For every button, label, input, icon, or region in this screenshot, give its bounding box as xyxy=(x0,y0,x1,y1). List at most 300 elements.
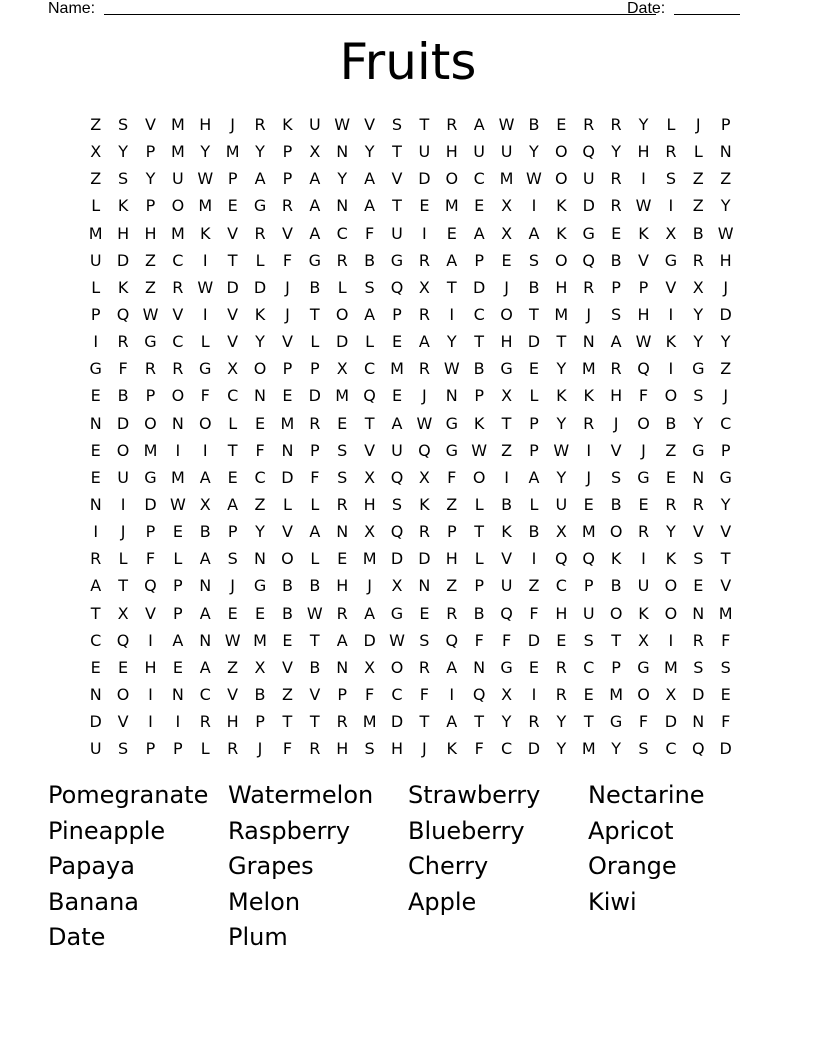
grid-letter: J xyxy=(504,277,509,297)
grid-letter: W xyxy=(197,277,214,297)
grid-letter: E xyxy=(227,467,238,487)
grid-letter: F xyxy=(721,712,731,732)
grid-letter: H xyxy=(445,549,458,569)
grid-letter: U xyxy=(473,142,486,162)
grid-letter: P xyxy=(282,359,293,379)
grid-letter: Y xyxy=(556,413,567,433)
grid-letter: L xyxy=(173,549,183,569)
grid-letter: E xyxy=(391,332,403,352)
grid-letter: O xyxy=(555,250,568,270)
grid-letter: K xyxy=(556,196,567,216)
grid-letter: B xyxy=(528,115,540,134)
grid-letter: N xyxy=(254,549,267,569)
grid-letter: E xyxy=(556,630,567,650)
grid-letter: R xyxy=(583,277,595,297)
grid-letter: P xyxy=(173,739,183,759)
grid-letter: R xyxy=(555,657,567,677)
grid-letter: P xyxy=(255,712,265,732)
date-label: Date: xyxy=(627,0,666,17)
grid-letter: J xyxy=(723,277,729,297)
grid-letter: C xyxy=(391,684,403,704)
grid-letter: Z xyxy=(254,494,266,514)
grid-letter: F xyxy=(638,386,649,406)
grid-letter: B xyxy=(528,522,540,542)
grid-letter: T xyxy=(364,413,375,433)
grid-letter: C xyxy=(172,332,184,352)
grid-letter: I xyxy=(202,440,208,460)
grid-letter: C xyxy=(364,359,376,379)
grid-letter: V xyxy=(309,684,321,704)
grid-letter: R xyxy=(528,712,540,732)
grid-letter: X xyxy=(364,467,376,487)
grid-letter: R xyxy=(336,250,348,270)
grid-letter: Q xyxy=(445,630,459,650)
grid-letter: L xyxy=(282,494,292,514)
grid-letter: R xyxy=(172,277,184,297)
grid-letter: F xyxy=(721,630,731,650)
grid-letter: P xyxy=(227,169,238,189)
grid-letter: C xyxy=(254,467,266,487)
grid-letter: P xyxy=(583,576,594,596)
grid-letter: A xyxy=(446,657,458,677)
grid-letter: P xyxy=(227,522,238,542)
grid-letter: D xyxy=(664,712,678,732)
grid-letter: X xyxy=(364,657,376,677)
word-bank-item: Grapes xyxy=(228,852,314,880)
grid-letter: N xyxy=(582,332,595,352)
grid-letter: H xyxy=(144,657,157,677)
grid-letter: C xyxy=(227,386,239,406)
grid-letter: V xyxy=(281,522,293,542)
grid-letter: S xyxy=(720,657,731,677)
grid-letter: M xyxy=(663,657,678,677)
grid-letter: G xyxy=(637,657,650,677)
word-bank-item: Apple xyxy=(408,887,477,916)
grid-letter: A xyxy=(364,196,376,216)
date-field[interactable] xyxy=(674,14,740,15)
grid-letter: E xyxy=(254,603,266,623)
grid-letter: Y xyxy=(666,522,676,542)
grid-letter: C xyxy=(172,250,184,270)
grid-letter: I xyxy=(531,549,537,569)
grid-letter: F xyxy=(282,739,293,759)
grid-letter: F xyxy=(529,603,539,623)
grid-letter: P xyxy=(282,142,293,162)
grid-letter: J xyxy=(285,277,290,297)
grid-letter: T xyxy=(474,712,485,732)
grid-letter: E xyxy=(720,684,731,704)
grid-letter: R xyxy=(610,196,622,216)
grid-letter: Q xyxy=(418,440,431,460)
grid-letter: A xyxy=(610,332,622,352)
grid-letter: K xyxy=(610,549,622,569)
grid-letter: R xyxy=(610,169,622,189)
grid-letter: P xyxy=(145,142,156,162)
grid-letter: X xyxy=(501,684,513,704)
grid-letter: M xyxy=(198,196,213,216)
grid-letter: Q xyxy=(390,277,404,297)
grid-letter: X xyxy=(117,603,129,623)
grid-letter: E xyxy=(118,657,129,677)
grid-letter: U xyxy=(500,576,513,596)
grid-letter: W xyxy=(443,359,460,379)
grid-letter: N xyxy=(336,142,349,162)
grid-letter: K xyxy=(583,386,594,406)
grid-letter: P xyxy=(529,440,539,460)
grid-letter: O xyxy=(281,549,294,569)
grid-letter: H xyxy=(199,115,212,134)
grid-letter: Y xyxy=(501,712,512,732)
grid-letter: M xyxy=(143,440,158,460)
grid-letter: K xyxy=(117,196,129,216)
grid-letter: F xyxy=(200,386,210,406)
word-bank-item: Pineapple xyxy=(48,816,166,845)
grid-letter: T xyxy=(309,304,320,324)
grid-letter: N xyxy=(336,522,349,542)
grid-letter: Y xyxy=(118,142,128,162)
grid-letter: M xyxy=(581,522,596,542)
grid-letter: S xyxy=(337,467,348,487)
grid-letter: X xyxy=(555,522,567,542)
word-bank-item: Cherry xyxy=(408,852,489,880)
grid-letter: C xyxy=(336,223,348,243)
grid-letter: T xyxy=(227,440,238,460)
grid-letter: H xyxy=(336,739,349,759)
grid-letter: J xyxy=(586,467,592,487)
word-bank-item: Nectarine xyxy=(588,781,705,809)
grid-letter: D xyxy=(527,630,541,650)
grid-letter: X xyxy=(692,277,704,297)
grid-letter: K xyxy=(556,223,567,243)
grid-letter: H xyxy=(226,712,239,732)
grid-letter: T xyxy=(227,250,238,270)
grid-letter: N xyxy=(719,142,732,162)
grid-letter: J xyxy=(367,576,372,596)
grid-letter: C xyxy=(199,684,211,704)
grid-letter: E xyxy=(172,522,183,542)
grid-letter: P xyxy=(529,413,539,433)
grid-letter: K xyxy=(665,332,677,352)
grid-letter: A xyxy=(446,250,458,270)
grid-letter: L xyxy=(365,332,375,352)
grid-letter: P xyxy=(474,250,484,270)
grid-letter: E xyxy=(446,223,457,243)
grid-letter: R xyxy=(692,630,704,650)
grid-letter: Y xyxy=(446,332,457,352)
grid-letter: V xyxy=(227,223,239,243)
grid-letter: X xyxy=(336,359,348,379)
grid-letter: F xyxy=(255,440,265,460)
grid-letter: R xyxy=(227,739,239,759)
grid-letter: L xyxy=(310,494,320,514)
grid-letter: A xyxy=(199,467,211,487)
grid-letter: O xyxy=(500,304,513,324)
grid-letter: M xyxy=(718,603,733,623)
grid-letter: J xyxy=(422,386,427,406)
grid-letter: U xyxy=(582,603,595,623)
grid-letter: W xyxy=(197,169,214,189)
grid-letter: W xyxy=(389,630,405,650)
grid-letter: I xyxy=(641,549,646,569)
grid-letter: O xyxy=(171,386,185,406)
grid-letter: A xyxy=(364,169,376,189)
grid-letter: A xyxy=(446,712,458,732)
grid-letter: A xyxy=(309,522,321,542)
grid-letter: E xyxy=(172,657,183,677)
grid-letter: M xyxy=(170,223,185,243)
grid-letter: F xyxy=(419,684,429,704)
grid-letter: B xyxy=(473,603,485,623)
grid-letter: M xyxy=(362,712,377,732)
grid-letter: V xyxy=(281,223,293,243)
grid-letter: W xyxy=(553,440,570,460)
grid-letter: R xyxy=(665,142,677,162)
grid-letter: C xyxy=(665,739,677,759)
grid-letter: M xyxy=(253,630,267,650)
grid-letter: T xyxy=(556,332,567,352)
grid-letter: E xyxy=(227,196,238,216)
grid-letter: K xyxy=(473,413,485,433)
grid-letter: T xyxy=(392,142,402,162)
grid-letter: T xyxy=(419,115,430,134)
grid-letter: I xyxy=(93,522,99,542)
grid-letter: O xyxy=(335,304,349,324)
grid-letter: L xyxy=(474,549,484,569)
grid-letter: K xyxy=(117,277,129,297)
grid-letter: B xyxy=(528,277,540,297)
grid-letter: L xyxy=(255,250,265,270)
grid-letter: R xyxy=(336,494,348,514)
grid-letter: H xyxy=(555,277,568,297)
grid-letter: G xyxy=(144,332,157,352)
grid-letter: M xyxy=(554,304,569,324)
grid-letter: V xyxy=(145,115,156,134)
grid-letter: M xyxy=(581,739,596,759)
grid-letter: M xyxy=(390,359,404,379)
grid-letter: O xyxy=(198,413,212,433)
word-bank-item: Kiwi xyxy=(588,887,637,916)
grid-letter: H xyxy=(500,332,513,352)
grid-letter: R xyxy=(583,115,595,134)
grid-letter: I xyxy=(668,196,674,216)
grid-letter: A xyxy=(199,603,211,623)
grid-letter: V xyxy=(364,440,376,460)
grid-letter: A xyxy=(528,223,540,243)
grid-letter: P xyxy=(720,440,731,460)
grid-letter: P xyxy=(145,386,156,406)
grid-letter: Z xyxy=(90,169,102,189)
grid-letter: R xyxy=(692,494,704,514)
grid-letter: V xyxy=(364,115,376,134)
grid-letter: K xyxy=(254,304,266,324)
grid-letter: Z xyxy=(446,576,458,596)
grid-letter: N xyxy=(171,684,184,704)
grid-letter: R xyxy=(117,332,129,352)
grid-letter: O xyxy=(390,657,404,677)
grid-letter: B xyxy=(117,386,129,406)
grid-letter: Y xyxy=(145,169,156,189)
grid-letter: L xyxy=(91,196,101,216)
grid-letter: G xyxy=(390,250,404,270)
grid-letter: D xyxy=(527,739,541,759)
grid-letter: N xyxy=(692,467,705,487)
grid-letter: G xyxy=(500,359,513,379)
grid-letter: C xyxy=(473,169,485,189)
grid-letter: M xyxy=(280,413,295,433)
grid-letter: R xyxy=(309,739,321,759)
grid-letter: U xyxy=(89,739,102,759)
name-label: Name: xyxy=(48,0,96,17)
grid-letter: Y xyxy=(200,142,211,162)
grid-letter: L xyxy=(310,549,320,569)
grid-letter: F xyxy=(474,630,484,650)
grid-letter: M xyxy=(581,359,596,379)
grid-letter: R xyxy=(665,494,677,514)
grid-letter: L xyxy=(666,115,676,134)
grid-letter: A xyxy=(309,196,321,216)
grid-letter: W xyxy=(498,115,515,134)
grid-letter: T xyxy=(118,576,128,596)
grid-letter: O xyxy=(637,684,650,704)
grid-letter: I xyxy=(531,196,537,216)
grid-letter: V xyxy=(281,657,293,677)
grid-letter: X xyxy=(254,657,266,677)
grid-letter: V xyxy=(391,169,403,189)
grid-letter: Y xyxy=(720,332,731,352)
grid-letter: N xyxy=(336,196,349,216)
grid-letter: R xyxy=(583,413,595,433)
grid-letter: F xyxy=(474,739,484,759)
grid-letter: W xyxy=(416,413,433,433)
grid-letter: B xyxy=(309,657,321,677)
grid-letter: Y xyxy=(611,142,621,162)
grid-letter: P xyxy=(173,603,183,623)
grid-letter: B xyxy=(692,223,704,243)
word-bank-item: Watermelon xyxy=(228,781,374,809)
grid-letter: U xyxy=(418,142,431,162)
grid-letter: R xyxy=(418,304,430,324)
grid-letter: Y xyxy=(611,739,621,759)
grid-letter: N xyxy=(199,630,212,650)
grid-letter: A xyxy=(309,169,321,189)
grid-letter: D xyxy=(582,196,595,216)
word-bank-item: Apricot xyxy=(588,816,674,845)
grid-letter: R xyxy=(446,603,458,623)
grid-letter: H xyxy=(390,739,403,759)
grid-letter: E xyxy=(528,657,539,677)
grid-letter: I xyxy=(449,304,455,324)
grid-letter: K xyxy=(419,494,430,514)
grid-letter: T xyxy=(529,304,539,324)
grid-letter: N xyxy=(171,413,184,433)
grid-letter: B xyxy=(309,277,321,297)
grid-letter: T xyxy=(474,332,485,352)
grid-letter: D xyxy=(363,630,376,650)
grid-letter: U xyxy=(500,142,513,162)
grid-letter: D xyxy=(473,277,486,297)
grid-letter: X xyxy=(90,142,102,162)
grid-letter: G xyxy=(445,440,458,460)
grid-letter: P xyxy=(145,196,156,216)
grid-letter: D xyxy=(116,413,130,433)
grid-letter: C xyxy=(500,739,513,759)
grid-letter: S xyxy=(665,169,676,189)
grid-letter: V xyxy=(227,332,239,352)
grid-letter: W xyxy=(169,494,186,514)
grid-letter: I xyxy=(175,440,181,460)
grid-letter: U xyxy=(89,250,102,270)
grid-letter: R xyxy=(254,223,266,243)
grid-letter: E xyxy=(556,115,567,134)
grid-letter: E xyxy=(337,549,348,569)
grid-letter: Y xyxy=(556,359,567,379)
grid-letter: G xyxy=(199,359,212,379)
grid-letter: O xyxy=(664,576,678,596)
grid-letter: A xyxy=(473,115,485,134)
grid-letter: A xyxy=(364,603,376,623)
grid-letter: I xyxy=(504,467,509,487)
grid-letter: M xyxy=(170,115,185,134)
grid-letter: B xyxy=(665,413,677,433)
grid-letter: S xyxy=(227,549,238,569)
grid-letter: E xyxy=(474,196,485,216)
grid-letter: I xyxy=(641,169,646,189)
word-bank-item: Plum xyxy=(228,923,288,951)
grid-letter: A xyxy=(172,630,184,650)
grid-letter: Y xyxy=(556,467,567,487)
grid-letter: V xyxy=(227,684,239,704)
grid-letter: L xyxy=(337,277,347,297)
name-field[interactable] xyxy=(104,14,656,15)
grid-letter: N xyxy=(418,576,431,596)
grid-letter: Y xyxy=(693,413,704,433)
grid-letter: M xyxy=(499,169,514,189)
grid-letter: U xyxy=(582,169,595,189)
grid-letter: V xyxy=(692,522,704,542)
grid-letter: B xyxy=(610,494,622,514)
grid-letter: Z xyxy=(720,359,732,379)
grid-letter: O xyxy=(609,522,623,542)
grid-letter: T xyxy=(583,712,594,732)
grid-letter: I xyxy=(202,250,208,270)
grid-letter: E xyxy=(419,196,430,216)
grid-letter: G xyxy=(89,359,102,379)
grid-letter: E xyxy=(90,386,101,406)
grid-letter: B xyxy=(473,359,485,379)
grid-letter: P xyxy=(474,386,484,406)
grid-letter: P xyxy=(474,576,484,596)
grid-letter: B xyxy=(281,576,293,596)
grid-letter: X xyxy=(227,359,239,379)
grid-letter: R xyxy=(637,522,650,542)
grid-letter: M xyxy=(170,467,185,487)
word-bank-item: Raspberry xyxy=(228,816,351,845)
grid-letter: D xyxy=(390,549,404,569)
grid-letter: R xyxy=(144,359,157,379)
grid-letter: G xyxy=(144,467,157,487)
grid-letter: Z xyxy=(528,576,540,596)
grid-letter: Q xyxy=(637,359,650,379)
grid-letter: D xyxy=(253,277,267,297)
grid-letter: I xyxy=(449,684,455,704)
grid-letter: Z xyxy=(144,277,156,297)
grid-letter: G xyxy=(609,712,623,732)
grid-letter: G xyxy=(390,603,404,623)
grid-letter: P xyxy=(309,359,320,379)
grid-letter: S xyxy=(337,440,348,460)
grid-letter: M xyxy=(225,142,240,162)
grid-letter: A xyxy=(528,467,540,487)
